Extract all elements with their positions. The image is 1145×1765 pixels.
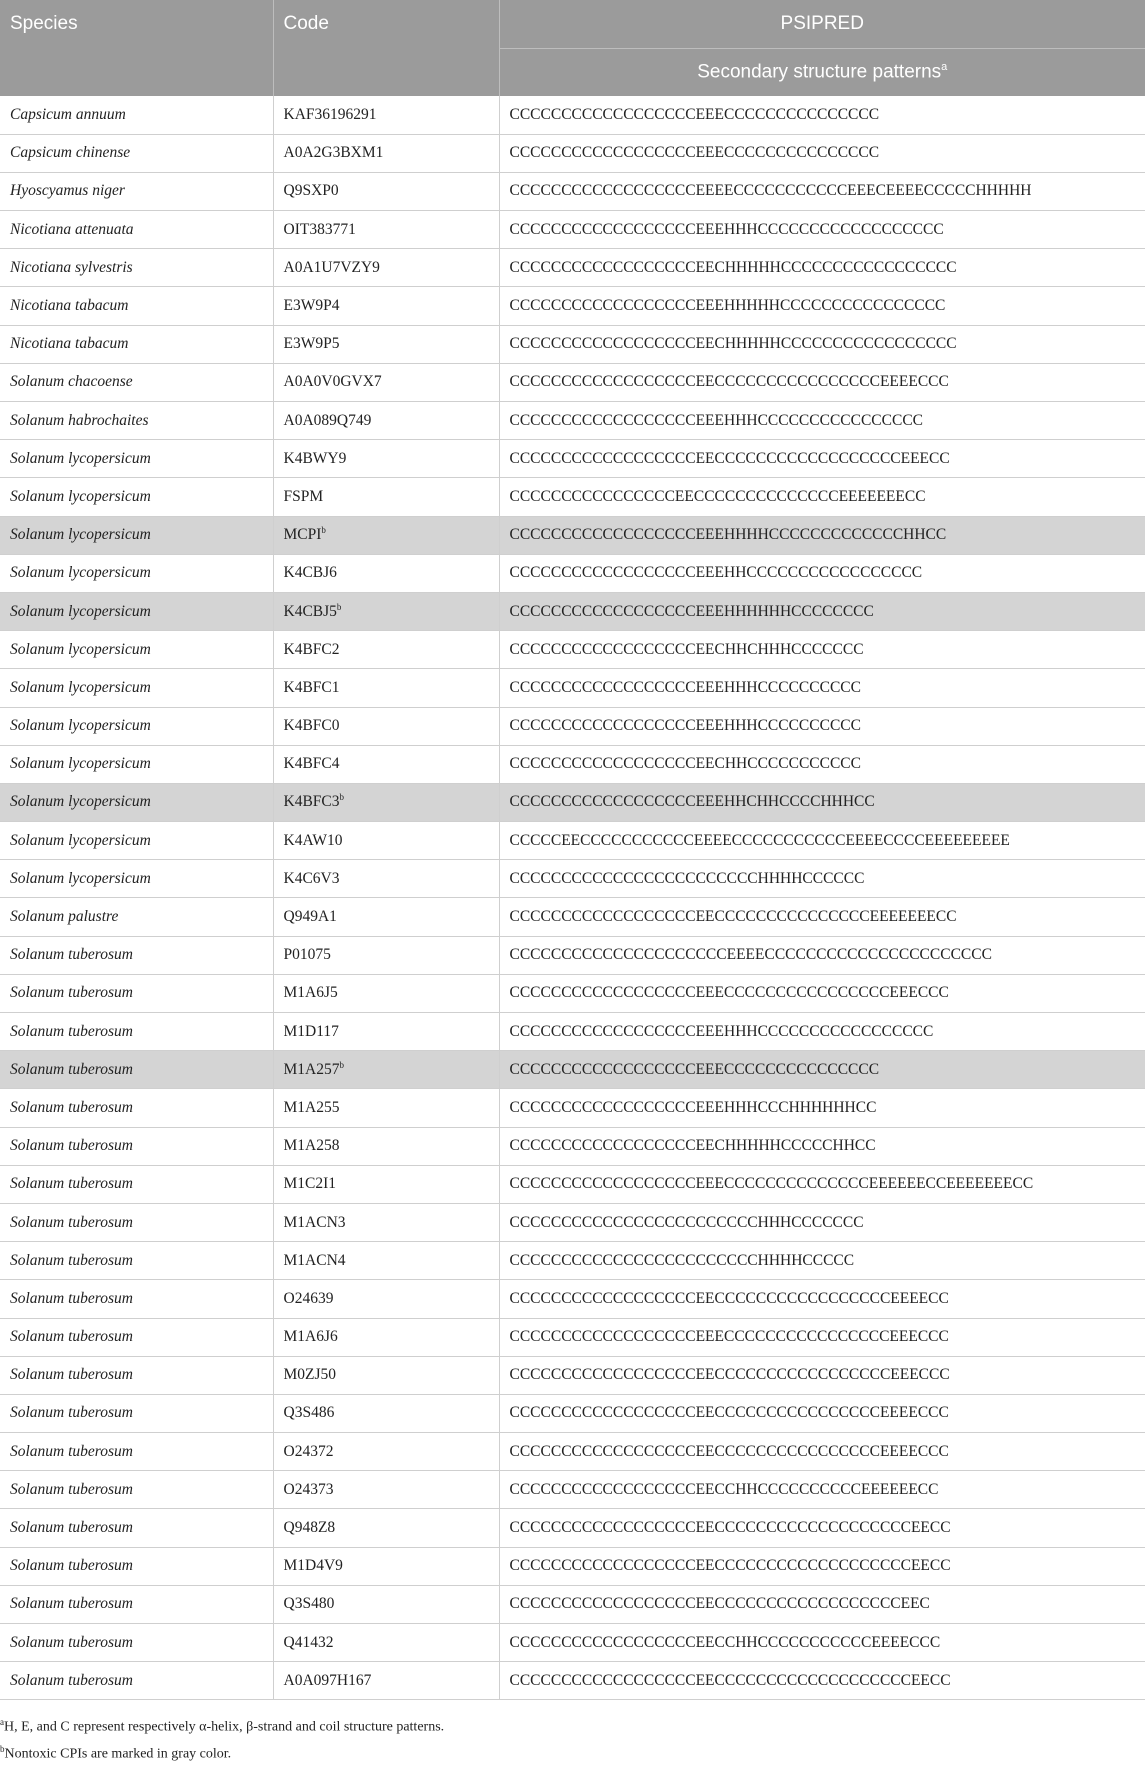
code-text: OIT383771 <box>283 220 356 238</box>
pattern-cell: CCCCCCCCCCCCCCCCEECCCCCCCCCCCCCCEEEEEEECC <box>499 478 1145 516</box>
table-row <box>0 669 1145 707</box>
pattern-cell: CCCCCCCCCCCCCCCCCCEECCCCCCCCCCCCCCCCCCEEECC <box>499 440 1145 478</box>
table-row <box>0 478 1145 516</box>
code-text: M1A6J6 <box>283 1328 338 1346</box>
pattern-cell: CCCCCCCCCCCCCCCCCCEECHHCCCCCCCCCCC <box>499 745 1145 783</box>
pattern-cell: CCCCCCCCCCCCCCCCCCEEEHHHCCCCCCCCCC <box>499 707 1145 745</box>
table-row <box>0 1318 1145 1356</box>
pattern-cell: CCCCCCCCCCCCCCCCCCEECCCCCCCCCCCCCCCCEEEECCC <box>499 1394 1145 1432</box>
footnote-text: Nontoxic CPIs are marked in gray color. <box>4 1746 232 1762</box>
pattern-cell: CCCCCCCCCCCCCCCCCCEEEHHHCCCHHHHHHCC <box>499 1089 1145 1127</box>
species-cell: Capsicum annuum <box>0 96 273 134</box>
code-text: M1C2I1 <box>283 1175 337 1193</box>
table-row <box>0 1127 1145 1165</box>
species-cell: Solanum tuberosum <box>0 1394 273 1432</box>
species-cell: Solanum tuberosum <box>0 1242 273 1280</box>
species-cell: Solanum tuberosum <box>0 1013 273 1051</box>
pattern-cell: CCCCCCCCCCCCCCCCCCEECCCCCCCCCCCCCCCCCCCEECC <box>499 1547 1145 1585</box>
species-cell: Solanum tuberosum <box>0 1433 273 1471</box>
code-text: Q41432 <box>283 1633 334 1651</box>
species-cell: Solanum tuberosum <box>0 1051 273 1089</box>
pattern-cell: CCCCCCCCCCCCCCCCCCEECCCCCCCCCCCCCCCCCEEEECC <box>499 1280 1145 1318</box>
table-row <box>0 1547 1145 1585</box>
table-row <box>0 172 1145 210</box>
code-cell <box>273 936 499 974</box>
code-cell <box>273 1585 499 1623</box>
code-cell <box>273 1051 499 1089</box>
species-cell: Solanum lycopersicum <box>0 669 273 707</box>
pattern-cell: CCCCCCCCCCCCCCCCCCEECCCCCCCCCCCCCCCEEEEEEECC <box>499 898 1145 936</box>
footnotes <box>0 1712 1145 1765</box>
table-row <box>0 1433 1145 1471</box>
code-cell <box>273 554 499 592</box>
species-cell: Solanum tuberosum <box>0 1662 273 1700</box>
pattern-cell: CCCCCCCCCCCCCCCCCCEECHHHHHCCCCCCCCCCCCCCCCC <box>499 249 1145 287</box>
code-text: M1A257 <box>283 1060 340 1078</box>
pattern-cell: CCCCCCCCCCCCCCCCCCEECCHHCCCCCCCCCCCEEEECCC <box>499 1624 1145 1662</box>
species-cell: Solanum tuberosum <box>0 1356 273 1394</box>
pattern-cell: CCCCCCCCCCCCCCCCCCEEEHHCCCCCCCCCCCCCCCCC <box>499 554 1145 592</box>
pattern-cell: CCCCCCCCCCCCCCCCCCEEEHHHCCCCCCCCCCCCCCCC <box>499 402 1145 440</box>
code-text: MCPI <box>283 526 322 544</box>
code-text: Q948Z8 <box>283 1519 336 1537</box>
pattern-cell: CCCCCCCCCCCCCCCCCCEEECCCCCCCCCCCCCCC <box>499 1051 1145 1089</box>
species-cell: Solanum palustre <box>0 898 273 936</box>
code-text: K4BWY9 <box>283 449 347 467</box>
table-row <box>0 974 1145 1012</box>
code-cell <box>273 592 499 630</box>
table-row <box>0 1051 1145 1089</box>
species-cell: Nicotiana sylvestris <box>0 249 273 287</box>
table-row <box>0 592 1145 630</box>
code-text: M1ACN4 <box>283 1251 346 1269</box>
code-text: A0A089Q749 <box>283 411 372 429</box>
species-cell: Solanum tuberosum <box>0 1624 273 1662</box>
footnote <box>0 1712 1145 1738</box>
code-cell <box>273 1127 499 1165</box>
table-row <box>0 1662 1145 1700</box>
species-cell: Solanum lycopersicum <box>0 860 273 898</box>
code-text: M0ZJ50 <box>283 1366 337 1384</box>
code-text: M1ACN3 <box>283 1213 346 1231</box>
code-cell <box>273 1280 499 1318</box>
species-cell: Solanum lycopersicum <box>0 592 273 630</box>
code-text: K4BFC4 <box>283 755 340 773</box>
header-psipred: PSIPRED <box>499 0 1145 48</box>
table-row <box>0 1165 1145 1203</box>
table-row <box>0 287 1145 325</box>
species-cell: Solanum lycopersicum <box>0 745 273 783</box>
code-cell <box>273 898 499 936</box>
pattern-cell: CCCCCCCCCCCCCCCCCCEECCCCCCCCCCCCCCCCCCCEECC <box>499 1662 1145 1700</box>
table-row <box>0 402 1145 440</box>
table-row <box>0 363 1145 401</box>
table-row <box>0 325 1145 363</box>
code-text: E3W9P5 <box>283 335 340 353</box>
code-text: P01075 <box>283 946 331 964</box>
table-row <box>0 783 1145 821</box>
pattern-cell: CCCCCCCCCCCCCCCCCCEEECCCCCCCCCCCCCCC <box>499 96 1145 134</box>
table-row <box>0 1013 1145 1051</box>
code-text: K4BFC0 <box>283 717 340 735</box>
table-header <box>0 0 1145 96</box>
code-cell <box>273 1471 499 1509</box>
pattern-cell: CCCCCCCCCCCCCCCCCCCCCCCCHHHCCCCCCC <box>499 1203 1145 1241</box>
code-text: K4BFC1 <box>283 678 340 696</box>
code-cell <box>273 363 499 401</box>
code-cell <box>273 1203 499 1241</box>
species-cell: Solanum lycopersicum <box>0 516 273 554</box>
code-cell <box>273 860 499 898</box>
code-cell <box>273 1089 499 1127</box>
pattern-cell: CCCCCCCCCCCCCCCCCCCCCCCCHHHHCCCCCC <box>499 860 1145 898</box>
code-cell <box>273 1318 499 1356</box>
table-row <box>0 1280 1145 1318</box>
code-cell <box>273 516 499 554</box>
nontoxic-marker: b <box>339 792 344 803</box>
code-cell <box>273 134 499 172</box>
table-row <box>0 516 1145 554</box>
header-code: Code <box>273 0 499 96</box>
footnote-marker: b <box>0 1743 5 1754</box>
pattern-cell: CCCCCCCCCCCCCCCCCCCCCEEEECCCCCCCCCCCCCCCCCCCCCC <box>499 936 1145 974</box>
species-cell: Solanum tuberosum <box>0 1509 273 1547</box>
code-text: K4CBJ6 <box>283 564 337 582</box>
pattern-cell: CCCCCCCCCCCCCCCCCCEEEHHHCCCCCCCCCCCCCCCCCC <box>499 211 1145 249</box>
pattern-cell: CCCCCCCCCCCCCCCCCCEEEHHCHHCCCCHHHCC <box>499 783 1145 821</box>
species-cell: Solanum lycopersicum <box>0 631 273 669</box>
pattern-cell: CCCCCCCCCCCCCCCCCCEEECCCCCCCCCCCCCCC <box>499 134 1145 172</box>
species-cell: Solanum tuberosum <box>0 936 273 974</box>
species-cell: Solanum tuberosum <box>0 1585 273 1623</box>
species-cell: Nicotiana attenuata <box>0 211 273 249</box>
code-text: FSPM <box>283 487 324 505</box>
code-text: A0A0V0GVX7 <box>283 373 382 391</box>
pattern-cell: CCCCCCCCCCCCCCCCCCEECHHCHHHCCCCCCC <box>499 631 1145 669</box>
species-cell: Nicotiana tabacum <box>0 325 273 363</box>
nontoxic-marker: b <box>321 525 326 535</box>
code-cell <box>273 1509 499 1547</box>
species-cell: Solanum tuberosum <box>0 1127 273 1165</box>
species-cell: Solanum lycopersicum <box>0 554 273 592</box>
code-cell <box>273 172 499 210</box>
table-row <box>0 936 1145 974</box>
code-text: Q3S480 <box>283 1595 335 1613</box>
code-text: Q949A1 <box>283 908 337 926</box>
code-text: KAF36196291 <box>283 105 377 123</box>
header-secondary-structure-text: Secondary structure patterns <box>697 60 942 82</box>
code-cell <box>273 96 499 134</box>
nontoxic-marker: b <box>336 601 342 612</box>
code-cell <box>273 1394 499 1432</box>
code-cell <box>273 249 499 287</box>
pattern-cell: CCCCCCCCCCCCCCCCCCEEECCCCCCCCCCCCCCCCEEECCC <box>499 1318 1145 1356</box>
header-secondary-structure <box>499 48 1145 96</box>
code-cell <box>273 478 499 516</box>
table-row <box>0 440 1145 478</box>
nontoxic-marker: b <box>339 1059 344 1070</box>
code-cell <box>273 1013 499 1051</box>
table-row <box>0 1089 1145 1127</box>
pattern-cell: CCCCCCCCCCCCCCCCCCEEECCCCCCCCCCCCCCEEEEEECCEEEEEEECC <box>499 1165 1145 1203</box>
pattern-cell: CCCCCCCCCCCCCCCCCCEEEHHHCCCCCCCCCCCCCCCCC <box>499 1013 1145 1051</box>
table-row <box>0 707 1145 745</box>
code-text: M1D4V9 <box>283 1557 343 1575</box>
code-cell <box>273 1356 499 1394</box>
code-text: E3W9P4 <box>283 297 340 315</box>
code-cell <box>273 1624 499 1662</box>
code-text: A0A097H167 <box>283 1671 372 1689</box>
code-text: Q3S486 <box>283 1404 335 1422</box>
footnote <box>0 1739 1145 1765</box>
pattern-cell: CCCCCCCCCCCCCCCCCCEECHHHHHCCCCCHHCC <box>499 1127 1145 1165</box>
pattern-cell: CCCCCCCCCCCCCCCCCCCCCCCCHHHHCCCCC <box>499 1242 1145 1280</box>
table-row <box>0 134 1145 172</box>
code-cell <box>273 211 499 249</box>
code-cell <box>273 1662 499 1700</box>
species-cell: Solanum lycopersicum <box>0 440 273 478</box>
code-text: K4CBJ5 <box>283 602 337 620</box>
pattern-cell: CCCCCEECCCCCCCCCCCEEEECCCCCCCCCCCEEEECCCCEEEEEEEEE <box>499 822 1145 860</box>
pattern-cell: CCCCCCCCCCCCCCCCCCEEEHHHCCCCCCCCCC <box>499 669 1145 707</box>
pattern-cell: CCCCCCCCCCCCCCCCCCEECCCCCCCCCCCCCCCCCCCEECC <box>499 1509 1145 1547</box>
code-text: A0A2G3BXM1 <box>283 144 384 162</box>
table-row <box>0 822 1145 860</box>
code-text: M1A255 <box>283 1098 340 1116</box>
code-cell <box>273 669 499 707</box>
pattern-cell: CCCCCCCCCCCCCCCCCCEECCCCCCCCCCCCCCCCEEEECCC <box>499 363 1145 401</box>
table-row <box>0 898 1145 936</box>
species-cell: Solanum tuberosum <box>0 1280 273 1318</box>
header-species: Species <box>0 0 273 96</box>
table-row <box>0 554 1145 592</box>
species-cell: Solanum lycopersicum <box>0 822 273 860</box>
code-cell <box>273 1165 499 1203</box>
footnote-text: H, E, and C represent respectively α-helix, β-strand and coil structure patterns. <box>4 1719 445 1735</box>
species-cell: Solanum lycopersicum <box>0 707 273 745</box>
species-cell: Solanum tuberosum <box>0 1547 273 1585</box>
table-row <box>0 860 1145 898</box>
code-cell <box>273 974 499 1012</box>
species-cell: Solanum lycopersicum <box>0 783 273 821</box>
code-cell <box>273 1433 499 1471</box>
code-text: A0A1U7VZY9 <box>283 258 380 276</box>
species-cell: Solanum chacoense <box>0 363 273 401</box>
species-cell: Solanum habrochaites <box>0 402 273 440</box>
code-text: K4AW10 <box>283 831 343 849</box>
header-footnote-marker: a <box>941 60 948 73</box>
code-text: K4C6V3 <box>283 869 340 887</box>
species-cell: Solanum tuberosum <box>0 1089 273 1127</box>
code-text: K4BFC3 <box>283 793 340 811</box>
code-cell <box>273 402 499 440</box>
species-cell: Hyoscyamus niger <box>0 172 273 210</box>
species-cell: Solanum tuberosum <box>0 1165 273 1203</box>
species-cell: Solanum lycopersicum <box>0 478 273 516</box>
species-cell: Solanum tuberosum <box>0 1471 273 1509</box>
code-cell <box>273 287 499 325</box>
table-row <box>0 1624 1145 1662</box>
pattern-cell: CCCCCCCCCCCCCCCCCCEEEHHHHCCCCCCCCCCCCCHHCC <box>499 516 1145 554</box>
code-cell <box>273 822 499 860</box>
species-cell: Nicotiana tabacum <box>0 287 273 325</box>
pattern-cell: CCCCCCCCCCCCCCCCCCEECHHHHHCCCCCCCCCCCCCCCCC <box>499 325 1145 363</box>
table-row <box>0 1203 1145 1241</box>
table-row <box>0 1394 1145 1432</box>
pattern-cell: CCCCCCCCCCCCCCCCCCEEEHHHHHCCCCCCCCCCCCCCCC <box>499 287 1145 325</box>
code-cell <box>273 440 499 478</box>
table-row <box>0 1242 1145 1280</box>
species-cell: Capsicum chinense <box>0 134 273 172</box>
pattern-cell: CCCCCCCCCCCCCCCCCCEECCCCCCCCCCCCCCCCCCEEC <box>499 1585 1145 1623</box>
code-cell <box>273 325 499 363</box>
table-row <box>0 96 1145 134</box>
code-text: O24639 <box>283 1289 334 1307</box>
code-cell <box>273 707 499 745</box>
pattern-cell: CCCCCCCCCCCCCCCCCCEEEECCCCCCCCCCCEEECEEEECCCCCHHHHH <box>499 172 1145 210</box>
code-cell <box>273 1242 499 1280</box>
code-text: O24372 <box>283 1442 334 1460</box>
pattern-cell: CCCCCCCCCCCCCCCCCCEEECCCCCCCCCCCCCCCCEEECCC <box>499 974 1145 1012</box>
table-row <box>0 1356 1145 1394</box>
pattern-cell: CCCCCCCCCCCCCCCCCCEECCCCCCCCCCCCCCCCEEEECCC <box>499 1433 1145 1471</box>
table-row <box>0 631 1145 669</box>
species-cell: Solanum tuberosum <box>0 974 273 1012</box>
table-row <box>0 249 1145 287</box>
code-cell <box>273 631 499 669</box>
table-row <box>0 1509 1145 1547</box>
pattern-cell: CCCCCCCCCCCCCCCCCCEECCHHCCCCCCCCCCEEEEEECC <box>499 1471 1145 1509</box>
pattern-cell: CCCCCCCCCCCCCCCCCCEECCCCCCCCCCCCCCCCCEEECCC <box>499 1356 1145 1394</box>
species-cell: Solanum tuberosum <box>0 1203 273 1241</box>
code-text: M1D117 <box>283 1022 339 1040</box>
pattern-cell: CCCCCCCCCCCCCCCCCCEEEHHHHHHCCCCCCCC <box>499 592 1145 630</box>
code-text: M1A6J5 <box>283 984 338 1002</box>
table-row <box>0 745 1145 783</box>
species-cell: Solanum tuberosum <box>0 1318 273 1356</box>
table-row <box>0 1585 1145 1623</box>
code-cell <box>273 783 499 821</box>
table-row <box>0 1471 1145 1509</box>
code-text: O24373 <box>283 1480 334 1498</box>
code-cell <box>273 745 499 783</box>
table-row <box>0 211 1145 249</box>
code-text: K4BFC2 <box>283 640 340 658</box>
code-text: M1A258 <box>283 1137 340 1155</box>
table-body <box>0 96 1145 1700</box>
code-cell <box>273 1547 499 1585</box>
code-text: Q9SXP0 <box>283 182 339 200</box>
footnote-marker: a <box>0 1717 4 1727</box>
